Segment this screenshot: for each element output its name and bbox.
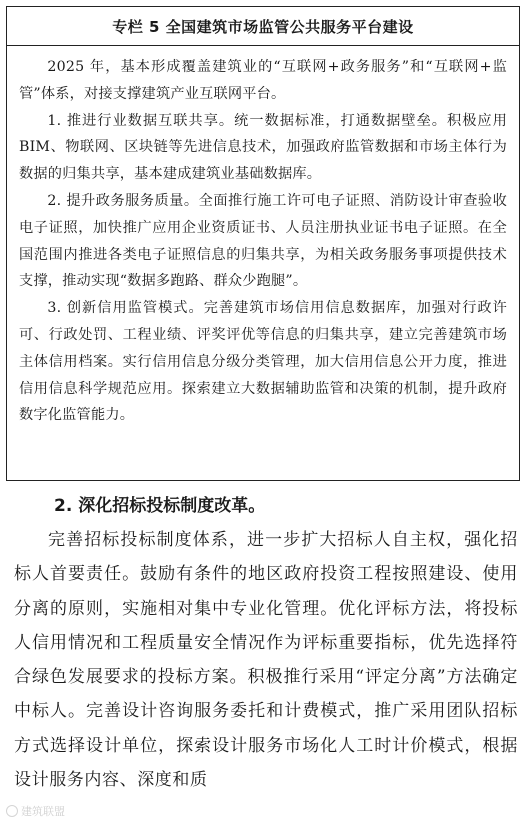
watermark (6, 803, 65, 819)
column-body (7, 46, 519, 429)
section-bidding-reform (6, 481, 520, 797)
watermark-text: 建筑联盟 (21, 805, 65, 818)
column-paragraph-intro: 2025 年，基本形成覆盖建筑业的“互联网+政务服务”和“互联网+监管”体系，对接支撑建筑产业互联网平台。 (19, 59, 507, 102)
column-paragraph-3: 3. 创新信用监管模式。完善建筑市场信用信息数据库，加强对行政许可、行政处罚、工程业绩、评奖评优等信息的归集共享，建立完善建筑市场主体信用档案。实行信用信息分级分类管理，加大信用信息公开力度，推进信用信息科学规范应用。探索建立大数据辅助监管和决策的机制，提升政府数字化监管能力。 (19, 300, 507, 424)
column-paragraph-1: 1. 推进行业数据互联共享。统一数据标准，打通数据壁垒。积极应用 BIM、物联网、区块链等先进信息技术，加强政府监管数据和市场主体行为数据的归集共享，基本建成建筑业基础数据库。 (19, 112, 507, 183)
section-heading: 2. 深化招标投标制度改革。 (54, 496, 266, 516)
column-box (6, 6, 520, 481)
column-title: 专栏 5 全国建筑市场监管公共服务平台建设 (7, 7, 519, 46)
watermark-logo-icon (6, 805, 18, 817)
section-body: 完善招标投标制度体系，进一步扩大招标人自主权，强化招标人首要责任。鼓励有条件的地区政府投资工程按照建设、使用分离的原则，实施相对集中专业化管理。优化评标方法，将投标人信用情况和工程质量安全情况作为评标重要指标，优先选择符合绿色发展要求的投标方案。积极推行采用“评定分离”方法确定中标人。完善设计咨询服务委托和计费模式，推广采用团队招标方式选择设计单位，探索设计服务市场化人工时计价模式，根据设计服务内容、深度和质 (14, 530, 518, 791)
column-paragraph-2: 2. 提升政务服务质量。全面推行施工许可电子证照、消防设计审查验收电子证照，加快推广应用企业资质证书、人员注册执业证书电子证照。在全国范围内推进各类电子证照信息的归集共享，为相关政务服务事项提供技术支撑，推动实现“数据多跑路、群众少跑腿”。 (19, 192, 507, 290)
